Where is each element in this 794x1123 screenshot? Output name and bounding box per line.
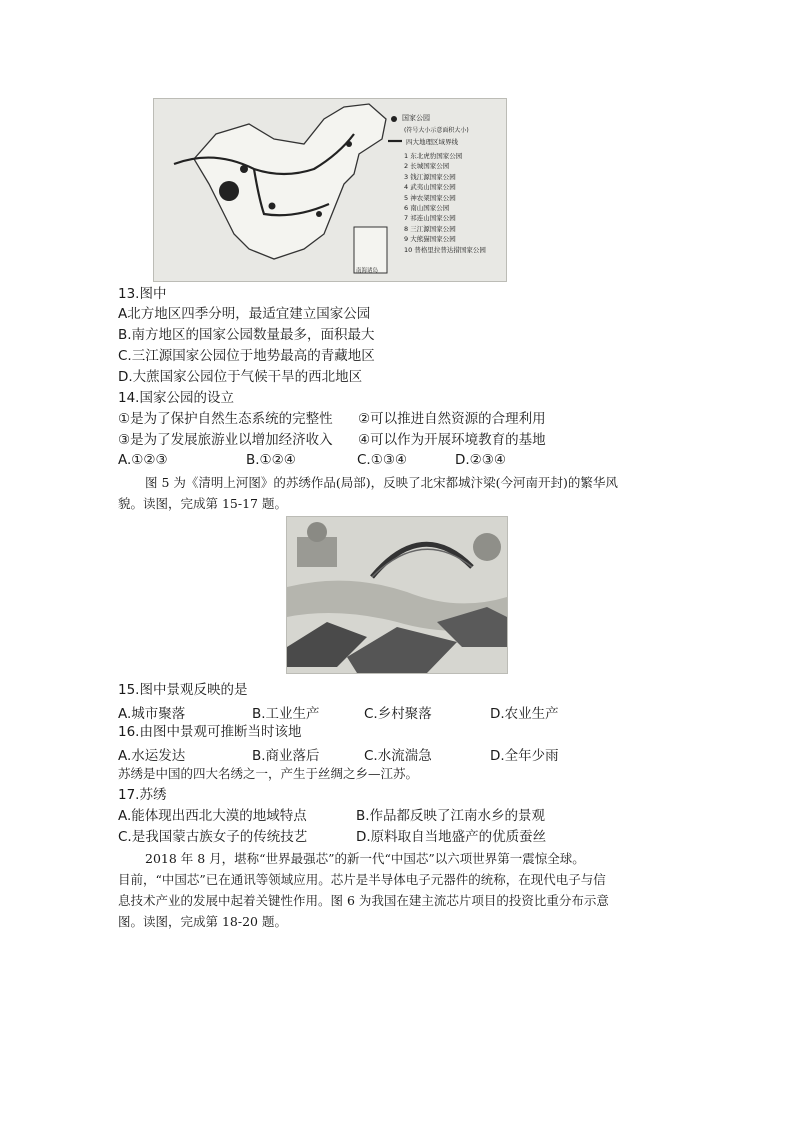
q15-stem: 15.图中景观反映的是 xyxy=(118,682,248,698)
q16-stem: 16.由图中景观可推断当时该地 xyxy=(118,724,302,740)
park-symbol-large xyxy=(219,181,239,201)
q17-option-d: D.原料取自当地盛产的优质蚕丝 xyxy=(356,829,547,845)
q13-option-a: A北方地区四季分明，最适宜建立国家公园 xyxy=(118,306,371,322)
figure6-intro-line4: 图。读图，完成第 18-20 题。 xyxy=(118,914,287,929)
legend-title: 国家公园 xyxy=(402,114,430,122)
q15-option-b: B.工业生产 xyxy=(252,706,320,722)
q13-option-b: B.南方地区的国家公园数量最多，面积最大 xyxy=(118,327,375,343)
legend-park-item: 3 钱江源国家公园 xyxy=(404,172,456,181)
q14-statement-1: ①是为了保护自然生态系统的完整性 xyxy=(118,411,333,427)
q15-option-a: A.城市聚落 xyxy=(118,706,186,722)
building-roof xyxy=(347,627,457,673)
figure-4-map xyxy=(153,98,507,282)
q13-option-c: C.三江源国家公园位于地势最高的青藏地区 xyxy=(118,348,375,364)
legend-park-item: 2 长城国家公园 xyxy=(404,162,450,171)
legend-park-item: 8 三江源国家公园 xyxy=(404,224,456,233)
q14-statement-3: ③是为了发展旅游业以增加经济收入 xyxy=(118,432,333,448)
q14-statement-2: ②可以推进自然资源的合理利用 xyxy=(358,411,546,427)
figure6-intro-line1: 2018 年 8 月，堪称“世界最强芯”的新一代“中国芯”以六项世界第一震惊全球。 xyxy=(145,851,585,866)
q17-option-b: B.作品都反映了江南水乡的景观 xyxy=(356,808,546,824)
figure-5-embroidery xyxy=(286,516,508,674)
figure6-intro-line3: 息技术产业的发展中起着关键性作用。图 6 为我国在建主流芯片项目的投资比重分布示意 xyxy=(118,893,609,908)
q14-option-c: C.①③④ xyxy=(357,452,408,468)
q14-option-d: D.②③④ xyxy=(455,452,506,468)
legend-park-item: 6 南山国家公园 xyxy=(404,204,450,213)
legend-park-item: 9 大熊猫国家公园 xyxy=(404,235,456,244)
q13-option-d: D.大蔗国家公园位于气候干旱的西北地区 xyxy=(118,369,363,385)
q16-option-a: A.水运发达 xyxy=(118,748,186,764)
figure6-intro-line2: 目前，“中国芯”已在通讯等领域应用。芯片是半导体电子元器件的统称，在现代电子与信 xyxy=(118,872,606,887)
legend-park-item: 7 祁连山国家公园 xyxy=(404,214,456,223)
q15-option-c: C.乡村聚落 xyxy=(364,706,432,722)
legend-park-item: 10 普格里拉普达措国家公园 xyxy=(404,245,486,254)
legend-line-label: 四大地理区域界线 xyxy=(406,138,458,146)
figure5-intro-line1: 图 5 为《清明上河图》的苏绣作品(局部)，反映了北宋都城汴梁(今河南开封)的繁华风 xyxy=(145,475,618,490)
q17-option-c: C.是我国蒙古族女子的传统技艺 xyxy=(118,829,308,845)
legend-subtitle: (符号大小示意面积大小) xyxy=(404,127,469,134)
legend-park-symbol xyxy=(391,116,397,122)
q16-option-c: C.水流湍急 xyxy=(364,748,432,764)
inset-label: 南海诸岛 xyxy=(356,268,379,274)
q17-option-a: A.能体现出西北大漠的地域特点 xyxy=(118,808,307,824)
q13-stem: 13.图中 xyxy=(118,286,167,302)
q14-option-a: A.①②③ xyxy=(118,452,168,468)
legend-park-list xyxy=(404,151,486,255)
park-symbol xyxy=(346,141,352,147)
park-symbol xyxy=(316,211,322,217)
park-symbol xyxy=(240,165,248,173)
q14-stem: 14.国家公园的设立 xyxy=(118,390,234,406)
q15-option-d: D.农业生产 xyxy=(490,706,559,722)
legend-park-item: 4 武夷山国家公园 xyxy=(404,183,456,192)
q16-option-d: D.全年少雨 xyxy=(490,748,559,764)
figure5-intro-line2: 貌。读图，完成第 15-17 题。 xyxy=(118,496,287,511)
q14-statement-4: ④可以作为开展环境教育的基地 xyxy=(358,432,546,448)
legend-park-item: 5 神农架国家公园 xyxy=(404,193,456,202)
q16-option-b: B.商业落后 xyxy=(252,748,320,764)
park-symbol xyxy=(269,203,276,210)
q17-stem: 17.苏绣 xyxy=(118,787,167,803)
q14-option-b: B.①②④ xyxy=(246,452,296,468)
embroidery-scene xyxy=(287,517,507,673)
legend-park-item: 1 东北虎豹国家公园 xyxy=(404,152,463,160)
suxiu-note: 苏绣是中国的四大名绣之一，产生于丝绸之乡—江苏。 xyxy=(118,766,419,781)
